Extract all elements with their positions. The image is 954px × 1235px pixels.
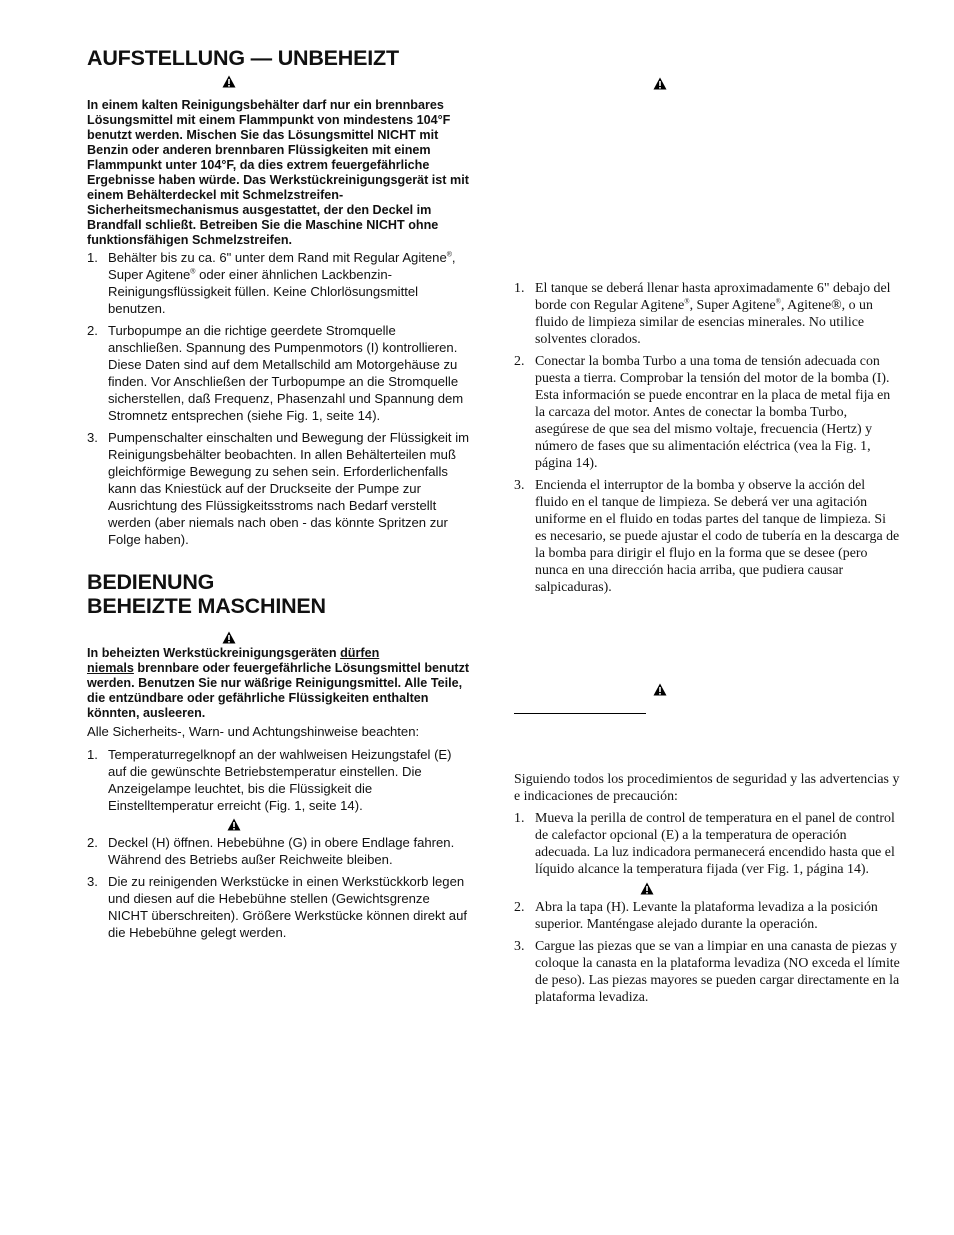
warning-triangle-icon: [653, 77, 667, 90]
section-title-unheated: AUFSTELLUNG — UNBEHEIZT: [87, 46, 399, 70]
german-column: [87, 46, 472, 941]
steps-heated-de-cont: [87, 834, 472, 941]
steps-unheated-es: [514, 280, 900, 596]
steps-heated-de: [87, 746, 472, 814]
list-item: 1. El tanque se deberá llenar hasta aproximadamente 6" debajo del borde con Regular Agitene®, Super Agitene®, Agitene®, o un fluido de limpieza similar de esencias minerales. No utilice solventes clorados.: [514, 281, 891, 347]
list-item: 3. Die zu reinigenden Werkstücke in einen Werkstückkorb legen und diesen auf die Hebebühne stellen (Gewichtsgrenze NICHT überschreiten). Größere Werkstücke können direkt auf die Hebebühne gelegt werden.: [87, 874, 468, 940]
list-item: 2. Abra la tapa (H). Levante la plataforma levadiza a la posición superior. Manténgase alejado durante la operación.: [514, 900, 878, 932]
list-item: 1. Behälter bis zu ca. 6" unter dem Rand mit Regular Agitene®, Super Agitene® oder einer ähnlichen Lackbenzin-Reinigungsflüssigkeit füllen. Keine Chlorlösungsmittel benutzen.: [87, 250, 456, 316]
list-item: 1. Temperaturregelknopf an der wahlweisen Heizungstafel (E) auf die gewünschte Betriebstemperatur einstellen. Die Anzeigelampe leuchtet, bis die Flüssigkeit die Einstelltemperatur erreicht (Fig. 1, seite 14).: [87, 747, 452, 813]
spanish-column-top: [514, 280, 900, 596]
warning-triangle-icon: [227, 818, 472, 831]
divider-line: [514, 713, 646, 714]
list-item: 3. Cargue las piezas que se van a limpiar en una canasta de piezas y coloque la canasta en la plataforma levadiza (NO exceda el límite de peso). Las piezas mayores se pueden cargar directamente en la plataforma levadiza.: [514, 939, 900, 1005]
list-item: 1. Mueva la perilla de control de temperatura en el panel de control de calefactor opcional (E) a la temperatura de operación adecuada. La luz indicadora permanecerá encendido hasta que el líquido alcance la temperatura fijada (ver Fig. 1, página 14).: [514, 811, 895, 877]
steps-heated-es-cont: [514, 899, 900, 1006]
safety-note-de: Alle Sicherheits-, Warn- und Achtungshinweise beachten:: [87, 724, 420, 739]
warning-triangle-icon: [222, 75, 472, 88]
section-title-operation: BEDIENUNG BEHEIZTE MASCHINEN: [87, 570, 326, 618]
list-item: 2. Conectar la bomba Turbo a una toma de tensión adecuada con puesta a tierra. Comprobar la tensión del motor de la bomba (I). Esta información se puede encontrar en la placa de metal fija en la carcaza del motor. Antes de conectar la bomba Turbo, asegúrese de que sea del mismo voltaje, frecuencia (Hertz) y número de fases que su alimentación eléctrica (vea la Fig. 1, página 14).: [514, 354, 891, 471]
list-item: 3. Pumpenschalter einschalten und Bewegung der Flüssigkeit im Reinigungsbehälter beobachten. In allen Behälterteilen muß gleichförmige Bewegung zu sehen sein. Erforderlichenfalls kann das Kniestück auf der Druckseite der Pumpe zur Ausrichtung des Flüssigkeitsstroms nach Bedarf verstellt werden (aber niemals nach oben - das könnte Spritzen zur Folge haben).: [87, 430, 470, 547]
steps-heated-es: [514, 810, 900, 878]
safety-note-es: Siguiendo todos los procedimientos de seguridad y las advertencias y e indicaciones de precaución:: [514, 772, 900, 804]
spanish-column-bottom: [514, 771, 900, 1006]
list-item: 2. Turbopumpe an die richtige geerdete Stromquelle anschließen. Spannung des Pumpenmotors (I) kontrollieren. Diese Daten sind auf dem Metallschild am Motorgehäuse zu finden. Vor Anschließen der Turbopumpe an die Stromquelle sicherstellen, daß Frequenz, Phasenzahl und Spannung dem Stromnetz entsprechen (siehe Fig. 1, seite 14).: [87, 323, 464, 423]
warning-triangle-icon: [640, 882, 900, 895]
warning-text-unheated: In einem kalten Reinigungsbehälter darf nur ein brennbares Lösungsmittel mit einem Flammpunkt von mindestens 104°F benutzt werden. Mischen Sie das Lösungsmittel NICHT mit Benzin oder anderen brennbaren Flüssigkeiten mit einem Flammpunkt unter 104°F, da dies extrem feuergefährliche Ergebnisse haben würde. Das Werkstückreinigungsgerät ist mit einem Behälterdeckel mit Schmelzstreifen-Sicherheitsmechanismus ausgestattet, der den Deckel im Brandfall schließt. Betreiben Sie die Maschine NICHT ohne funktionsfähigen Schmelzstreifen.: [87, 98, 469, 247]
warning-triangle-icon: [222, 631, 472, 644]
warning-text-heated: In beheizten Werkstückreinigungsgeräten dürfen niemals brennbare oder feuergefährliche Lösungsmittel benutzt werden. Benutzen Sie nur wäßrige Reinigungsmittel. Alle Teile, die entzündbare oder gefährliche Flüssigkeiten enthalten könnten, ausleeren.: [87, 646, 470, 720]
steps-unheated-de: [87, 249, 472, 548]
list-item: 3. Encienda el interruptor de la bomba y observe la acción del fluido en el tanque de limpieza. Se deberá ver una agitación uniforme en el fluido en todas partes del tanque de limpieza. Si es necesario, se puede ajustar el codo de tubería en la descarga de la bomba para dirigir el flujo en la forma que se desee (pero nunca en una dirección hacia arriba, que pudiera causar salpicaduras).: [514, 478, 900, 595]
list-item: 2. Deckel (H) öffnen. Hebebühne (G) in obere Endlage fahren. Während des Betriebs außer Reichweite bleiben.: [87, 835, 455, 867]
warning-triangle-icon: [653, 683, 667, 696]
